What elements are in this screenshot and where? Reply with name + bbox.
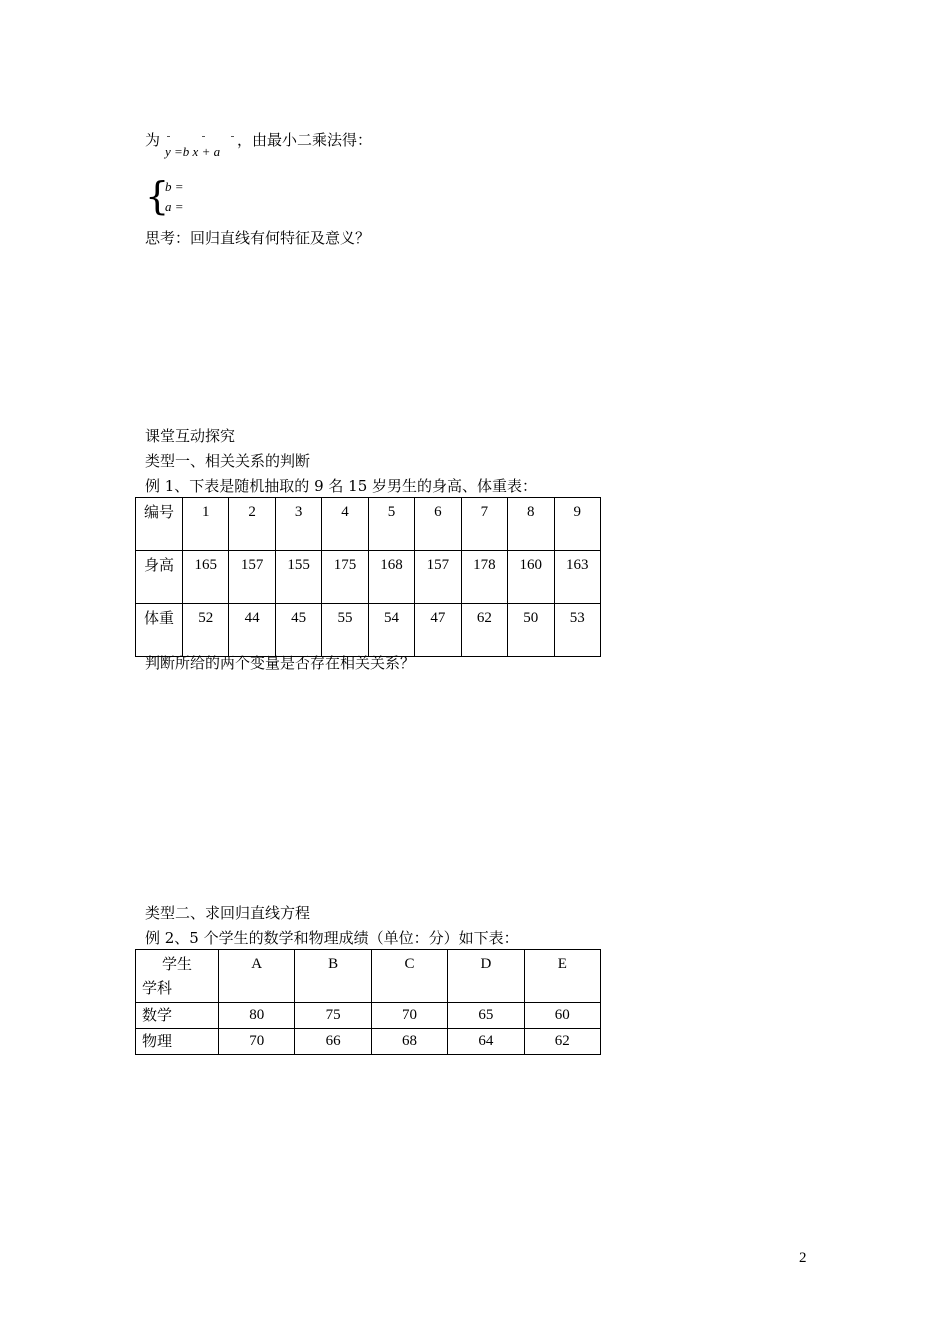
row-label: 身高: [136, 551, 183, 604]
table-cell: 70: [219, 1029, 295, 1055]
table-cell: 5: [368, 498, 414, 551]
table-cell: 64: [448, 1029, 524, 1055]
formula-prefix: 为: [145, 131, 161, 149]
left-brace: {: [145, 174, 170, 218]
row-label: 数学: [136, 1003, 219, 1029]
a-formula: a =: [165, 199, 184, 214]
column-header: D: [448, 950, 524, 1003]
corner-top-label: 学生: [162, 955, 193, 973]
table-cell: 6: [415, 498, 461, 551]
table-row: [136, 551, 601, 604]
type2-title: 类型二、求回归直线方程: [145, 904, 311, 922]
table-cell: 47: [415, 604, 461, 657]
table-cell: 50: [508, 604, 554, 657]
table-cell: 62: [461, 604, 507, 657]
column-header: E: [524, 950, 600, 1003]
scores-table: [135, 949, 601, 1055]
column-header: C: [371, 950, 447, 1003]
hat-mark: [167, 136, 170, 137]
table-cell: 1: [183, 498, 229, 551]
table-cell: 165: [183, 551, 229, 604]
height-weight-table: [135, 497, 601, 657]
table-header-row: [136, 950, 601, 1003]
table-row: [136, 1029, 601, 1055]
table-cell: 7: [461, 498, 507, 551]
table-cell: 157: [415, 551, 461, 604]
table-row: [136, 604, 601, 657]
table-cell: 66: [295, 1029, 371, 1055]
table-cell: 80: [219, 1003, 295, 1029]
table-row: [136, 498, 601, 551]
table-cell: 9: [554, 498, 601, 551]
table-cell: 45: [275, 604, 321, 657]
row-label: 物理: [136, 1029, 219, 1055]
table-cell: 70: [371, 1003, 447, 1029]
table-cell: 155: [275, 551, 321, 604]
table-cell: 62: [524, 1029, 600, 1055]
hat-mark: [231, 136, 234, 137]
example1-text: 例 1、下表是随机抽取的 9 名 15 岁男生的身高、体重表：: [145, 477, 538, 495]
table-cell: 168: [368, 551, 414, 604]
equation-system: [145, 176, 225, 220]
table-cell: 52: [183, 604, 229, 657]
table-cell: 4: [322, 498, 368, 551]
table-cell: 53: [554, 604, 601, 657]
hat-mark: [202, 136, 205, 137]
corner-cell: [136, 950, 219, 1003]
table-cell: 160: [508, 551, 554, 604]
think-question: 思考：回归直线有何特征及意义？: [145, 229, 371, 247]
table-row: [136, 1003, 601, 1029]
b-formula: b =: [165, 179, 184, 194]
regression-equation: y =b x + a: [165, 144, 221, 159]
table-cell: 60: [524, 1003, 600, 1029]
table-cell: 178: [461, 551, 507, 604]
formula-suffix: ，由最小二乘法得：: [237, 131, 373, 149]
table-cell: 163: [554, 551, 601, 604]
row-label: 编号: [136, 498, 183, 551]
question1-text: 判断所给的两个变量是否存在相关关系？: [145, 654, 416, 672]
type1-title: 类型一、相关关系的判断: [145, 452, 311, 470]
table-cell: 2: [229, 498, 275, 551]
example2-text: 例 2、5 个学生的数学和物理成绩（单位：分）如下表：: [145, 929, 519, 947]
table-cell: 175: [322, 551, 368, 604]
column-header: A: [219, 950, 295, 1003]
table-cell: 3: [275, 498, 321, 551]
table-cell: 8: [508, 498, 554, 551]
table-cell: 54: [368, 604, 414, 657]
section-title: 课堂互动探究: [145, 427, 236, 445]
table-cell: 68: [371, 1029, 447, 1055]
table-cell: 75: [295, 1003, 371, 1029]
table-cell: 44: [229, 604, 275, 657]
table-cell: 157: [229, 551, 275, 604]
column-header: B: [295, 950, 371, 1003]
corner-bottom-label: 学科: [142, 979, 173, 997]
page-number: 2: [799, 1250, 807, 1266]
table-cell: 55: [322, 604, 368, 657]
table-cell: 65: [448, 1003, 524, 1029]
row-label: 体重: [136, 604, 183, 657]
